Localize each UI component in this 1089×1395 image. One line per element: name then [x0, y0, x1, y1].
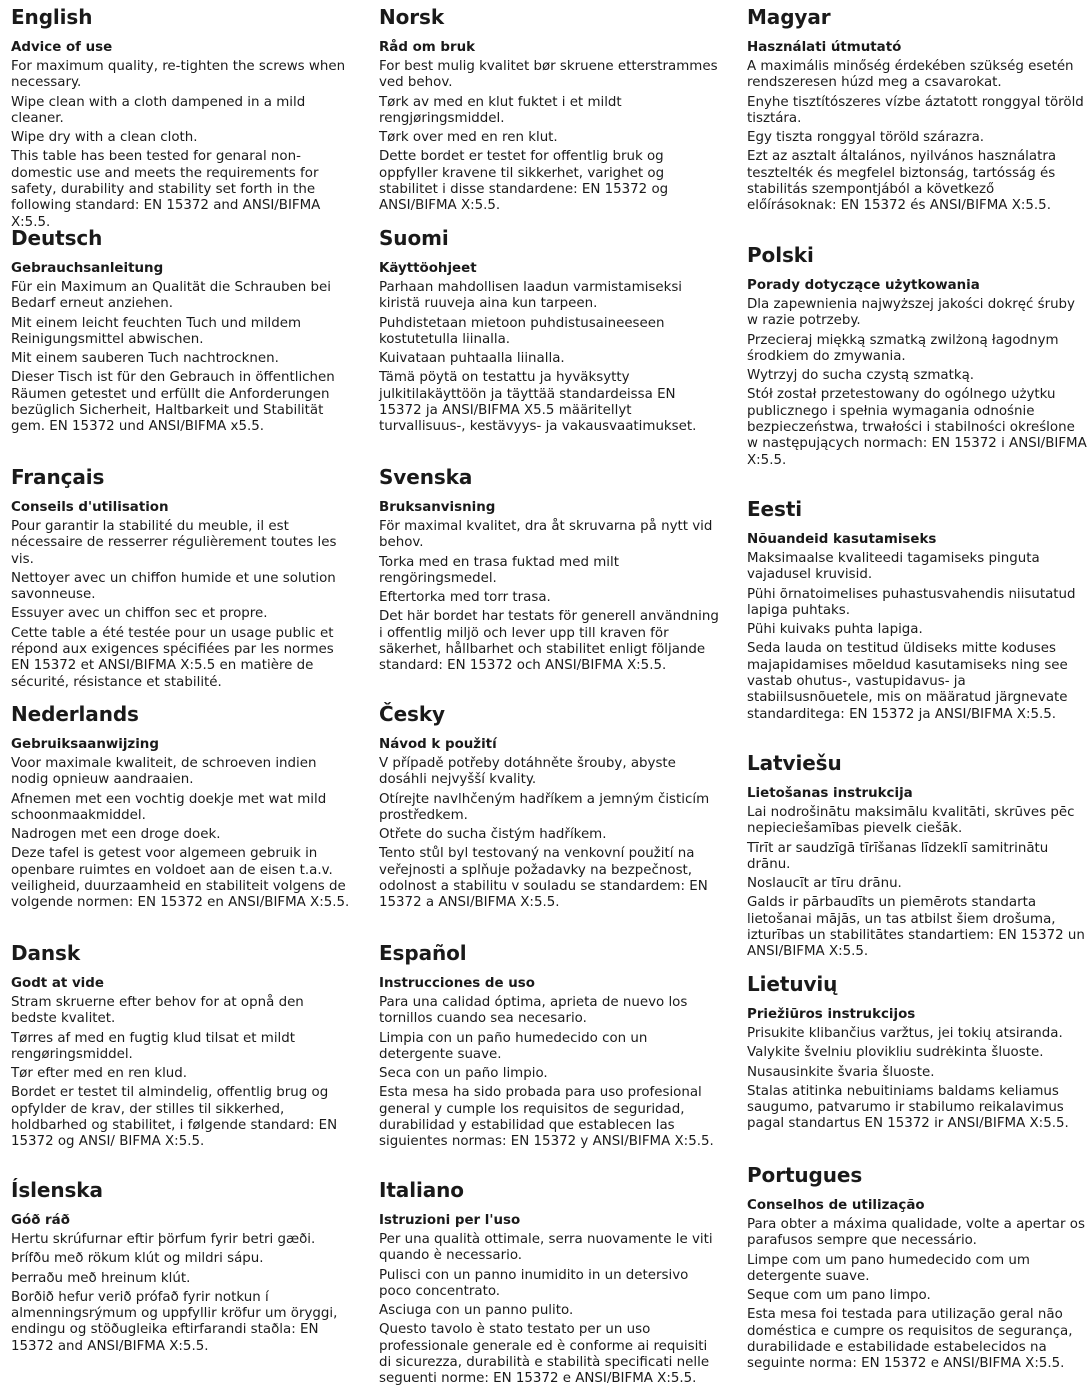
section-francais — [11, 465, 353, 694]
paragraph: Tämä pöytä on testattu ja hyväksytty julkitilakäyttöön ja täyttää standardeissa EN 15372 ja ANSI/BIFMA X5.5 määritellyt turvallisuus-, kestävyys- ja vakausvaatimukset. — [379, 370, 697, 435]
paragraph: Ezt az asztalt általános, nyilvános használatra tesztelték és megfelel biztonság, tartósság és stabilitás szempontjából a következő előírásoknak: EN 15372 és ANSI/BIFMA X:5.5. — [747, 149, 1057, 214]
section-heading: Råd om bruk — [379, 40, 476, 55]
paragraph: V případě potřeby dotáhněte šrouby, abyste dosáhli nejvyšší kvality. — [379, 756, 676, 788]
paragraph: A maximális minőség érdekében szükség esetén rendszeresen húzd meg a csavarokat. — [747, 59, 1074, 91]
paragraph: Per una qualità ottimale, serra nuovamente le viti quando è necessario. — [379, 1232, 713, 1264]
paragraph: Dla zapewnienia najwyższej jakości dokręć śruby w razie potrzeby. — [747, 297, 1075, 329]
paragraph: Limpia con un paño humedecido con un detergente suave. — [379, 1030, 648, 1062]
paragraph: För maximal kvalitet, dra åt skruvarna på nytt vid behov. — [379, 519, 713, 551]
section-heading: Instrucciones de uso — [379, 976, 535, 991]
paragraph: Noslaucīt ar tīru drānu. — [747, 876, 902, 892]
language-title: Suomi — [379, 226, 449, 250]
section-heading: Gebruiksaanwijzing — [11, 737, 159, 752]
paragraph: Pühi õrnatoimelises puhastusvahendis niisutatud lapiga puhtaks. — [747, 586, 1076, 618]
paragraph: Dette bordet er testet for offentlig bruk og oppfyller kravene til sikkerhet, varighet og stabilitet i disse standardene: EN 15372 og ANSI/BIFMA X:5.5. — [379, 149, 669, 214]
section-latviesu — [747, 751, 1087, 964]
section-heading: Gebrauchsanleitung — [11, 261, 164, 276]
paragraph: Det här bordet har testats för generell användning i offentlig miljö och lever upp till kraven för säkerhet, hållbarhet och stabilitet enligt följande standard: EN 15372 och ANSI/BIFMA X:5.5. — [379, 609, 719, 674]
paragraph: Seda lauda on testitud üldiseks mitte koduses majapidamises mõeldud kasutamiseks ning see vastab ohutus-, vastupidavus- ja stabiilsusnõuetele, mis on määratud järgnevate standarditega: EN 15372 ja ANSI/BIFMA X:5.5. — [747, 641, 1068, 722]
section-portugues — [747, 1163, 1087, 1376]
section-espanol — [379, 941, 721, 1154]
paragraph: Dieser Tisch ist für den Gebrauch in öffentlichen Räumen getestet und erfüllt die Anforderungen bezüglich Sicherheit, Haltbarkeit und Stabilität gem. EN 15372 und ANSI/BIFMA x5.5. — [11, 370, 335, 435]
paragraph: Nettoyer avec un chiffon humide et une solution savonneuse. — [11, 570, 336, 603]
paragraph: Voor maximale kwaliteit, de schroeven indien nodig opnieuw aandraaien. — [11, 756, 317, 788]
paragraph: For maximum quality, re-tighten the screws when necessary. — [11, 59, 346, 91]
paragraph: Para obter a máxima qualidade, volte a apertar os parafusos sempre que necessário. — [747, 1217, 1085, 1249]
paragraph: Otírejte navlhčeným hadříkem a jemným čisticím prostředkem. — [379, 791, 710, 823]
paragraph: Stalas atitinka nebuitiniams baldams keliamus saugumo, patvarumo ir stabilumo reikalavimus pagal standartus EN 15372 ir ANSI/BIFMA X:5.5. — [747, 1083, 1069, 1132]
language-title: Lietuvių — [747, 972, 838, 996]
section-heading: Lietošanas instrukcija — [747, 786, 913, 801]
paragraph: Questo tavolo è stato testato per un uso professionale generale ed è conforme ai requisiti di sicurezza, durabilità e stabilità specificati nelle seguenti norme: EN 15372 e ANSI/BIFMA X:5.5. — [379, 1322, 710, 1387]
section-english — [11, 5, 353, 234]
section-italiano — [379, 1178, 721, 1391]
section-magyar — [747, 5, 1087, 218]
paragraph: Limpe com um pano humedecido com um detergente suave. — [747, 1252, 1030, 1284]
language-title: Deutsch — [11, 226, 103, 250]
paragraph: This table has been tested for genaral non-domestic use and meets the requirements for safety, durability and stability set forth in the following standard: EN 15372 and ANSI/BIFMA X:5.5. — [11, 149, 321, 230]
paragraph: Wipe clean with a cloth dampened in a mild cleaner. — [11, 94, 306, 126]
section-norsk — [379, 5, 721, 218]
paragraph: Wipe dry with a clean cloth. — [11, 130, 198, 146]
paragraph: Asciuga con un panno pulito. — [379, 1303, 574, 1319]
paragraph: Wytrzyj do sucha czystą szmatką. — [747, 368, 975, 384]
section-heading: Nõuandeid kasutamiseks — [747, 532, 937, 547]
paragraph: Esta mesa ha sido probada para uso profesional general y cumple los requisitos de seguridad, durabilidad y estabilidad que establecen las siguientes normas: EN 15372 y ANSI/BIFMA X:5.5. — [379, 1085, 714, 1150]
language-title: Norsk — [379, 5, 445, 29]
section-nederlands — [11, 702, 353, 915]
paragraph: Stram skruerne efter behov for at opnå den bedste kvalitet. — [11, 995, 304, 1027]
language-title: Polski — [747, 243, 814, 267]
section-islenska — [11, 1178, 353, 1358]
section-heading: Istruzioni per l'uso — [379, 1213, 521, 1228]
language-title: Portugues — [747, 1163, 863, 1187]
section-lietuviu — [747, 972, 1087, 1136]
paragraph: Lai nodrošinātu maksimālu kvalitāti, skrūves pēc nepieciešamības pievelk ciešāk. — [747, 805, 1075, 837]
language-title: Magyar — [747, 5, 831, 29]
paragraph: Tør efter med en ren klud. — [11, 1066, 188, 1082]
section-heading: Conseils d'utilisation — [11, 500, 169, 515]
paragraph: Pühi kuivaks puhta lapiga. — [747, 622, 923, 638]
language-title: Nederlands — [11, 702, 139, 726]
paragraph: Torka med en trasa fuktad med milt rengöringsmedel. — [379, 554, 619, 586]
paragraph: Essuyer avec un chiffon sec et propre. — [11, 606, 268, 622]
paragraph: Otřete do sucha čistým hadříkem. — [379, 827, 607, 843]
section-heading: Használati útmutató — [747, 40, 902, 55]
language-title: Español — [379, 941, 467, 965]
paragraph: Cette table a été testée pour un usage public et répond aux exigences spécifiées par les normes EN 15372 et ANSI/BIFMA X:5.5 en matière de sécurité, résistance et stabilité. — [11, 625, 334, 690]
paragraph: Tento stůl byl testovaný na venkovní použití na veřejnosti a splňuje požadavky na bezpečnost, odolnost a stabilitu v souladu se standardem: EN 15372 a ANSI/BIFMA X:5.5. — [379, 846, 708, 911]
section-polski — [747, 243, 1087, 472]
paragraph: Für ein Maximum an Qualität die Schrauben bei Bedarf erneut anziehen. — [11, 280, 331, 312]
paragraph: Maksimaalse kvaliteedi tagamiseks pinguta vajadusel kruvisid. — [747, 551, 1040, 583]
section-svenska — [379, 465, 721, 678]
section-suomi — [379, 226, 721, 439]
section-heading: Bruksanvisning — [379, 500, 496, 515]
language-title: Íslenska — [11, 1178, 103, 1202]
paragraph: Kuivataan puhtaalla liinalla. — [379, 351, 565, 367]
section-heading: Priežiūros instrukcijos — [747, 1007, 916, 1022]
section-deutsch — [11, 226, 353, 439]
paragraph: Pour garantir la stabilité du meuble, il est nécessaire de resserrer régulièrement toutes les vis. — [11, 519, 337, 567]
paragraph: Nusausinkite švaria šluoste. — [747, 1064, 935, 1080]
language-title: Latviešu — [747, 751, 842, 775]
paragraph: Stół został przetestowany do ogólnego użytku publicznego i spełnia wymagania odnośnie bezpieczeństwa, trwałości i stabilności określone w następujących normach: EN 15372 i ANSI/BIFMA X:5.5. — [747, 387, 1087, 468]
paragraph: Enyhe tisztítószeres vízbe áztatott ronggyal töröld tisztára. — [747, 94, 1084, 126]
language-title: Italiano — [379, 1178, 464, 1202]
language-title: Français — [11, 465, 105, 489]
section-heading: Conselhos de utilização — [747, 1198, 925, 1213]
paragraph: Tørres af med en fugtig klud tilsat et mildt rengøringsmiddel. — [11, 1030, 296, 1062]
paragraph: Mit einem leicht feuchten Tuch und mildem Reinigungsmittel abwischen. — [11, 315, 302, 347]
section-heading: Porady dotyczące użytkowania — [747, 278, 980, 293]
section-heading: Advice of use — [11, 40, 113, 55]
paragraph: Seque com um pano limpo. — [747, 1288, 931, 1304]
section-cesky — [379, 702, 721, 915]
paragraph: Tīrīt ar saudzīgā tīrīšanas līdzeklī samitrinātu drānu. — [747, 840, 1049, 872]
paragraph: Seca con un paño limpio. — [379, 1066, 548, 1082]
language-title: Dansk — [11, 941, 81, 965]
paragraph: Esta mesa foi testada para utilização geral não doméstica e cumpre os requisitos de segurança, durabilidade e estabilidade estabelecidos na seguinte norma: EN 15372 e ANSI/BIFMA X:5.5. — [747, 1307, 1073, 1372]
section-heading: Góð ráð — [11, 1213, 70, 1228]
paragraph: Borðið hefur verið prófað fyrir notkun í almenningsrýmum og uppfyllir kröfur um öryggi, endingu og stöðugleika eftirfarandi staðla: EN 15372 and ANSI/BIFMA X:5.5. — [11, 1289, 338, 1354]
paragraph: Þerraðu með hreinum klút. — [11, 1270, 191, 1286]
section-heading: Godt at vide — [11, 976, 104, 991]
paragraph: Afnemen met een vochtig doekje met wat mild schoonmaakmiddel. — [11, 791, 327, 823]
section-heading: Käyttöohjeet — [379, 261, 477, 276]
paragraph: Deze tafel is getest voor algemeen gebruik in openbare ruimtes en voldoet aan de eisen t.a.v. veiligheid, duurzaamheid en stabiliteit volgens de volgende normen: EN 15372 en ANSI/BIFMA X:5.5. — [11, 846, 350, 911]
paragraph: Hertu skrúfurnar eftir þörfum fyrir betri gæði. — [11, 1232, 316, 1247]
paragraph: Bordet er testet til almindelig, offentlig brug og opfylder de krav, der stilles til sikkerhed, holdbarhed og stabilitet, i følgende standard: EN 15372 og ANSI/ BIFMA X:5.5. — [11, 1085, 338, 1150]
paragraph: Pulisci con un panno inumidito in un detersivo poco concentrato. — [379, 1267, 689, 1299]
paragraph: Nadrogen met een droge doek. — [11, 827, 221, 843]
paragraph: Egy tiszta ronggyal töröld szárazra. — [747, 130, 985, 146]
section-heading: Návod k použití — [379, 737, 497, 752]
section-eesti — [747, 497, 1087, 726]
language-title: Svenska — [379, 465, 473, 489]
paragraph: Tørk over med en ren klut. — [379, 130, 558, 146]
paragraph: Przecieraj miękką szmatką zwilżoną łagodnym środkiem do zmywania. — [747, 332, 1059, 364]
paragraph: Galds ir pārbaudīts un piemērots standarta lietošanai mājās, un tas atbilst šiem drošuma, izturības un stabilitātes standartiem: EN 15372 un ANSI/BIFMA X:5.5. — [747, 895, 1085, 960]
section-dansk — [11, 941, 353, 1154]
paragraph: Tørk av med en klut fuktet i et mildt rengjøringsmiddel. — [379, 94, 622, 126]
language-title: Česky — [379, 702, 445, 726]
paragraph: Þrífðu með rökum klút og mildri sápu. — [11, 1251, 264, 1267]
language-title: English — [11, 5, 93, 29]
paragraph: Puhdistetaan mietoon puhdistusaineeseen kostutetulla liinalla. — [379, 315, 665, 347]
language-title: Eesti — [747, 497, 803, 521]
paragraph: Valykite švelniu plovikliu sudrėkinta šluoste. — [747, 1045, 1044, 1061]
paragraph: Prisukite klibančius varžtus, jei tokių atsiranda. — [747, 1026, 1063, 1041]
paragraph: Eftertorka med torr trasa. — [379, 590, 551, 606]
paragraph: Mit einem sauberen Tuch nachtrocknen. — [11, 351, 279, 367]
paragraph: For best mulig kvalitet bør skruene etterstrammes ved behov. — [379, 59, 718, 91]
paragraph: Parhaan mahdollisen laadun varmistamiseksi kiristä ruuveja aina kun tarpeen. — [379, 280, 683, 312]
paragraph: Para una calidad óptima, aprieta de nuevo los tornillos cuando sea necesario. — [379, 995, 688, 1027]
